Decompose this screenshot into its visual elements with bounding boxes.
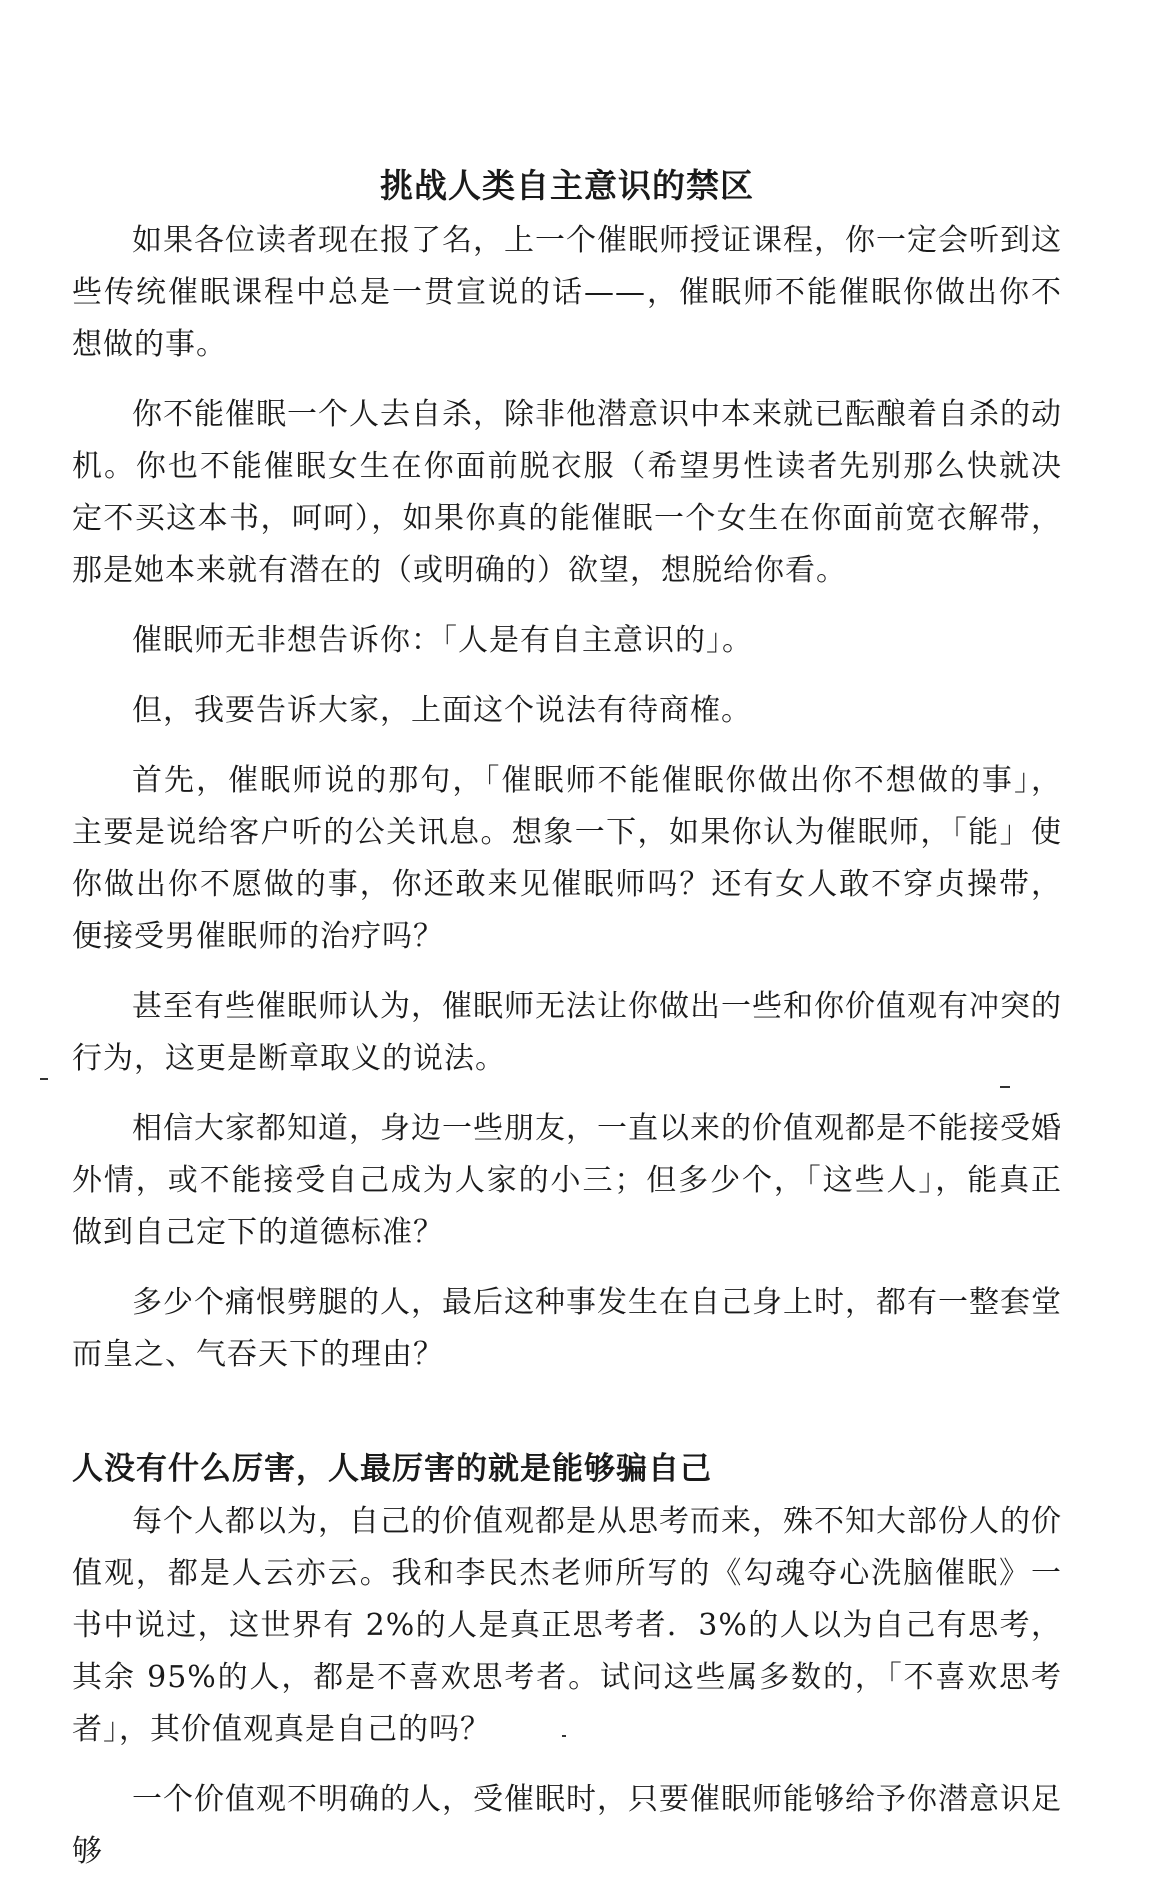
page-content [72,160,1062,1869]
section-heading: 人没有什么厉害，人最厉害的就是能够骗自己 [72,1451,712,1487]
scan-speck [562,1735,566,1737]
paragraph: 如果各位读者现在报了名，上一个催眠师授证课程，你一定会听到这些传统催眠课程中总是一贯宣说的话——，催眠师不能催眠你做出你不想做的事。 [72,223,1062,362]
paragraph: 催眠师无非想告诉你：「人是有自主意识的」。 [132,623,753,658]
scan-speck [1000,1086,1010,1088]
paragraph: 首先，催眠师说的那句，「催眠师不能催眠你做出你不想做的事」，主要是说给客户听的公关讯息。想象一下，如果你认为催眠师，「能」使你做出你不愿做的事，你还敢来见催眠师吗？还有女人敢不穿贞操带，便接受男催眠师的治疗吗？ [72,763,1062,954]
paragraph: 相信大家都知道，身边一些朋友，一直以来的价值观都是不能接受婚外情，或不能接受自己成为人家的小三；但多少个，「这些人」，能真正做到自己定下的道德标准？ [72,1111,1062,1250]
paragraph-cut-off: 一个价值观不明确的人，受催眠时，只要催眠师能够给予你潜意识足够 [72,1782,1062,1869]
paragraph: 甚至有些催眠师认为，催眠师无法让你做出一些和你价值观有冲突的行为，这更是断章取义的说法。 [72,989,1062,1076]
paragraph: 每个人都以为，自己的价值观都是从思考而来，殊不知大部份人的价值观，都是人云亦云。我和李民杰老师所写的《勾魂夺心洗脑催眠》一书中说过，这世界有 2%的人是真正思考者．3%的人以为自己有思考，其余 95%的人，都是不喜欢思考者。试问这些属多数的，「不喜欢思考者」，其价值观真是自己的吗？ [72,1504,1062,1747]
scan-speck [40,1078,48,1080]
chapter-title: 挑战人类自主意识的禁区 [380,166,754,205]
paragraph: 但，我要告诉大家，上面这个说法有待商榷。 [132,693,752,728]
paragraph: 你不能催眠一个人去自杀，除非他潜意识中本来就已酝酿着自杀的动机。你也不能催眠女生在你面前脱衣服（希望男性读者先别那么快就决定不买这本书，呵呵），如果你真的能催眠一个女生在你面前宽衣解带，那是她本来就有潜在的（或明确的）欲望，想脱给你看。 [72,397,1062,588]
paragraph: 多少个痛恨劈腿的人，最后这种事发生在自己身上时，都有一整套堂而皇之、气吞天下的理由？ [72,1285,1062,1372]
